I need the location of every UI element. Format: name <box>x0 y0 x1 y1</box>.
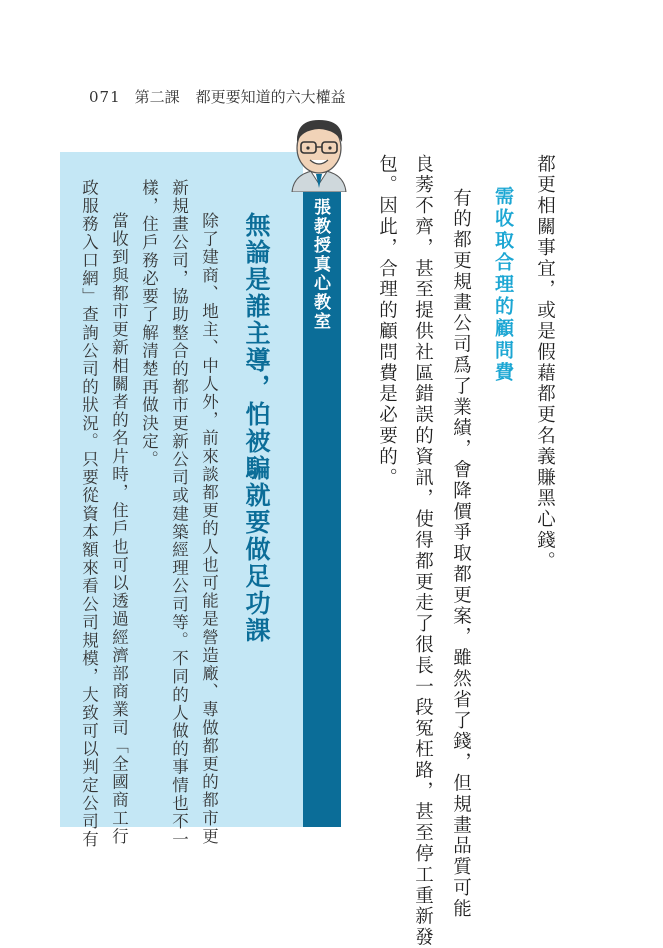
chapter-title: 都更要知道的六大權益 <box>195 88 346 106</box>
sidebar-line: 新規畫公司，協助整合的都市更新公司或建築經理公司等。不同的人做的事情也不一 <box>169 179 189 849</box>
sidebar-line: 政服務入口網」查詢公司的狀況。只要從資本額來看公司規模，大致可以判定公司有 <box>79 179 99 849</box>
running-header <box>89 86 346 107</box>
paragraph-line: 包。因此，合理的顧問費是必要的。 <box>376 154 398 489</box>
professor-avatar-icon <box>286 112 352 192</box>
paragraph-line: 良莠不齊，甚至提供社區錯誤的資訊，使得都更走了很長一段冤枉路，甚至停工重新發 <box>412 154 434 948</box>
page-number: 071 <box>89 88 121 106</box>
sidebar-title: 無論是誰主導，怕被騙就要做足功課 <box>242 212 271 644</box>
sidebar-line: 除了建商、地主、中人外，前來談都更的人也可能是營造廠、專做都更的都市更 <box>199 212 219 846</box>
sidebar-label: 張教授真心教室 <box>310 198 330 331</box>
intro-line: 都更相關事宜，或是假藉都更名義賺黑心錢。 <box>534 154 556 572</box>
paragraph-line: 有的都更規畫公司爲了業績，會降價爭取都更案，雖然省了錢，但規畫品質可能 <box>450 188 472 920</box>
sidebar-line: 當收到與都市更新相關者的名片時，住戶也可以透過經濟部商業司「全國商工行 <box>109 212 129 846</box>
lesson-label: 第二課 <box>134 88 180 106</box>
sidebar-line: 樣，住戶務必要了解清楚再做決定。 <box>139 179 159 469</box>
section-heading: 需收取合理的顧問費 <box>492 186 514 384</box>
